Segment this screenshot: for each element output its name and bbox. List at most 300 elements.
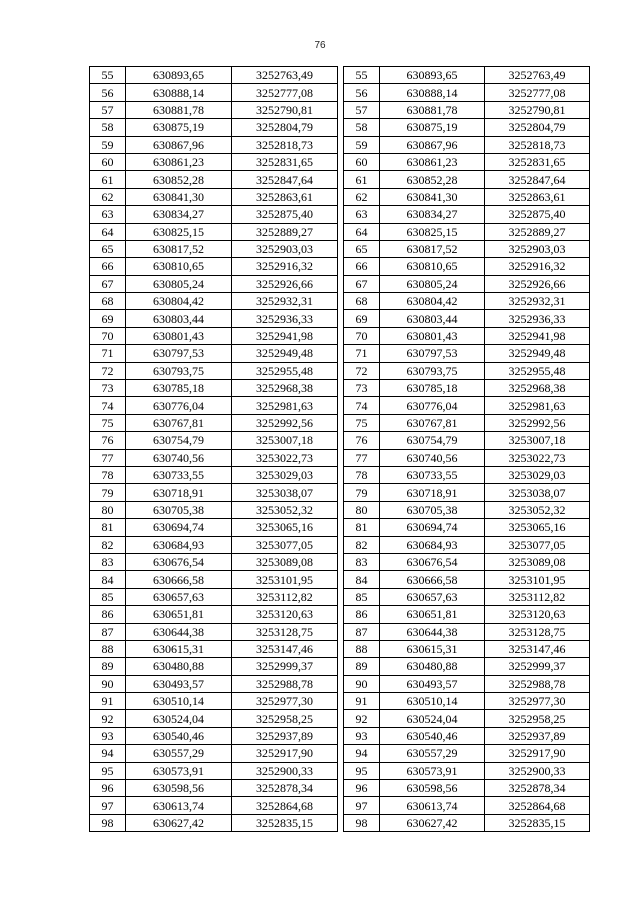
table-row — [344, 675, 590, 692]
table-row — [344, 171, 590, 188]
table-row — [90, 119, 338, 136]
y-coordinate-cell: 3252804,79 — [232, 119, 338, 136]
x-coordinate-cell: 630805,24 — [126, 275, 232, 292]
table-row — [90, 623, 338, 640]
table-row — [344, 553, 590, 570]
point-number-cell: 66 — [344, 258, 380, 275]
point-number-cell: 96 — [90, 780, 126, 797]
table-row — [344, 449, 590, 466]
x-coordinate-cell: 630740,56 — [126, 449, 232, 466]
y-coordinate-cell: 3252916,32 — [485, 258, 590, 275]
x-coordinate-cell: 630684,93 — [126, 536, 232, 553]
table-row — [90, 501, 338, 518]
x-coordinate-cell: 630651,81 — [380, 606, 485, 623]
y-coordinate-cell: 3252932,31 — [232, 293, 338, 310]
table-row — [90, 693, 338, 710]
y-coordinate-cell: 3252917,90 — [232, 745, 338, 762]
x-coordinate-cell: 630785,18 — [126, 380, 232, 397]
x-coordinate-cell: 630875,19 — [126, 119, 232, 136]
point-number-cell: 88 — [344, 640, 380, 657]
point-number-cell: 93 — [90, 727, 126, 744]
y-coordinate-cell: 3253022,73 — [232, 449, 338, 466]
point-number-cell: 97 — [344, 797, 380, 814]
y-coordinate-cell: 3252955,48 — [485, 362, 590, 379]
x-coordinate-cell: 630888,14 — [126, 84, 232, 101]
table-row — [90, 101, 338, 118]
table-row — [344, 640, 590, 657]
table-row — [344, 414, 590, 431]
point-number-cell: 58 — [90, 119, 126, 136]
table-row — [90, 414, 338, 431]
x-coordinate-cell: 630705,38 — [126, 501, 232, 518]
x-coordinate-cell: 630615,31 — [126, 640, 232, 657]
point-number-cell: 90 — [344, 675, 380, 692]
y-coordinate-cell: 3252863,61 — [485, 188, 590, 205]
table-row — [90, 327, 338, 344]
x-coordinate-cell: 630810,65 — [380, 258, 485, 275]
table-row — [344, 484, 590, 501]
x-coordinate-cell: 630733,55 — [126, 466, 232, 483]
point-number-cell: 91 — [90, 693, 126, 710]
table-row — [344, 258, 590, 275]
table-row — [90, 658, 338, 675]
point-number-cell: 77 — [90, 449, 126, 466]
table-row — [90, 606, 338, 623]
y-coordinate-cell: 3253052,32 — [232, 501, 338, 518]
y-coordinate-cell: 3252936,33 — [485, 310, 590, 327]
x-coordinate-cell: 630801,43 — [126, 327, 232, 344]
y-coordinate-cell: 3252992,56 — [485, 414, 590, 431]
point-number-cell: 61 — [344, 171, 380, 188]
table-row — [344, 432, 590, 449]
point-number-cell: 72 — [344, 362, 380, 379]
table-row — [344, 362, 590, 379]
point-number-cell: 79 — [344, 484, 380, 501]
y-coordinate-cell: 3252958,25 — [485, 710, 590, 727]
point-number-cell: 87 — [344, 623, 380, 640]
point-number-cell: 68 — [90, 293, 126, 310]
point-number-cell: 63 — [90, 206, 126, 223]
y-coordinate-cell: 3252926,66 — [485, 275, 590, 292]
y-coordinate-cell: 3253128,75 — [232, 623, 338, 640]
table-row — [90, 745, 338, 762]
x-coordinate-cell: 630834,27 — [380, 206, 485, 223]
point-number-cell: 59 — [344, 136, 380, 153]
y-coordinate-cell: 3253038,07 — [232, 484, 338, 501]
x-coordinate-cell: 630733,55 — [380, 466, 485, 483]
point-number-cell: 98 — [344, 814, 380, 831]
y-coordinate-cell: 3252968,38 — [232, 380, 338, 397]
table-row — [90, 153, 338, 170]
y-coordinate-cell: 3253101,95 — [232, 571, 338, 588]
point-number-cell: 55 — [344, 67, 380, 84]
y-coordinate-cell: 3252949,48 — [232, 345, 338, 362]
point-number-cell: 73 — [90, 380, 126, 397]
point-number-cell: 56 — [344, 84, 380, 101]
table-row — [90, 553, 338, 570]
y-coordinate-cell: 3252981,63 — [232, 397, 338, 414]
table-row — [344, 727, 590, 744]
table-row — [344, 519, 590, 536]
point-number-cell: 84 — [344, 571, 380, 588]
table-row — [90, 67, 338, 84]
x-coordinate-cell: 630810,65 — [126, 258, 232, 275]
point-number-cell: 76 — [344, 432, 380, 449]
table-row — [344, 275, 590, 292]
coordinates-table-left — [89, 66, 338, 832]
y-coordinate-cell: 3252977,30 — [232, 693, 338, 710]
table-row — [344, 780, 590, 797]
point-number-cell: 92 — [90, 710, 126, 727]
point-number-cell: 80 — [90, 501, 126, 518]
x-coordinate-cell: 630493,57 — [380, 675, 485, 692]
x-coordinate-cell: 630510,14 — [380, 693, 485, 710]
table-row — [344, 119, 590, 136]
point-number-cell: 85 — [90, 588, 126, 605]
table-row — [344, 588, 590, 605]
x-coordinate-cell: 630524,04 — [126, 710, 232, 727]
y-coordinate-cell: 3252941,98 — [232, 327, 338, 344]
point-number-cell: 67 — [344, 275, 380, 292]
table-row — [344, 67, 590, 84]
point-number-cell: 96 — [344, 780, 380, 797]
table-row — [344, 293, 590, 310]
y-coordinate-cell: 3252903,03 — [485, 240, 590, 257]
y-coordinate-cell: 3252937,89 — [485, 727, 590, 744]
y-coordinate-cell: 3253038,07 — [485, 484, 590, 501]
point-number-cell: 78 — [344, 466, 380, 483]
table-row — [90, 571, 338, 588]
table-row — [90, 362, 338, 379]
x-coordinate-cell: 630793,75 — [380, 362, 485, 379]
y-coordinate-cell: 3252917,90 — [485, 745, 590, 762]
y-coordinate-cell: 3252889,27 — [485, 223, 590, 240]
point-number-cell: 56 — [90, 84, 126, 101]
point-number-cell: 75 — [344, 414, 380, 431]
y-coordinate-cell: 3253077,05 — [232, 536, 338, 553]
y-coordinate-cell: 3253089,08 — [485, 553, 590, 570]
table-row — [90, 519, 338, 536]
x-coordinate-cell: 630881,78 — [380, 101, 485, 118]
x-coordinate-cell: 630817,52 — [380, 240, 485, 257]
x-coordinate-cell: 630676,54 — [126, 553, 232, 570]
table-row — [344, 188, 590, 205]
x-coordinate-cell: 630627,42 — [380, 814, 485, 831]
x-coordinate-cell: 630893,65 — [380, 67, 485, 84]
table-row — [344, 240, 590, 257]
point-number-cell: 67 — [90, 275, 126, 292]
y-coordinate-cell: 3252992,56 — [232, 414, 338, 431]
point-number-cell: 92 — [344, 710, 380, 727]
point-number-cell: 95 — [90, 762, 126, 779]
x-coordinate-cell: 630740,56 — [380, 449, 485, 466]
y-coordinate-cell: 3252941,98 — [485, 327, 590, 344]
point-number-cell: 86 — [344, 606, 380, 623]
point-number-cell: 83 — [90, 553, 126, 570]
x-coordinate-cell: 630598,56 — [126, 780, 232, 797]
x-coordinate-cell: 630644,38 — [380, 623, 485, 640]
x-coordinate-cell: 630627,42 — [126, 814, 232, 831]
point-number-cell: 94 — [344, 745, 380, 762]
table-row — [344, 623, 590, 640]
y-coordinate-cell: 3252916,32 — [232, 258, 338, 275]
x-coordinate-cell: 630676,54 — [380, 553, 485, 570]
point-number-cell: 90 — [90, 675, 126, 692]
y-coordinate-cell: 3252878,34 — [232, 780, 338, 797]
table-row — [344, 571, 590, 588]
y-coordinate-cell: 3252777,08 — [232, 84, 338, 101]
x-coordinate-cell: 630644,38 — [126, 623, 232, 640]
coordinates-table-right-body — [344, 67, 590, 832]
table-row — [90, 640, 338, 657]
y-coordinate-cell: 3252875,40 — [485, 206, 590, 223]
x-coordinate-cell: 630657,63 — [380, 588, 485, 605]
page-number: 76 — [314, 40, 326, 51]
y-coordinate-cell: 3253029,03 — [485, 466, 590, 483]
x-coordinate-cell: 630694,74 — [380, 519, 485, 536]
x-coordinate-cell: 630797,53 — [380, 345, 485, 362]
x-coordinate-cell: 630694,74 — [126, 519, 232, 536]
point-number-cell: 59 — [90, 136, 126, 153]
point-number-cell: 86 — [90, 606, 126, 623]
point-number-cell: 87 — [90, 623, 126, 640]
x-coordinate-cell: 630817,52 — [126, 240, 232, 257]
x-coordinate-cell: 630852,28 — [126, 171, 232, 188]
x-coordinate-cell: 630797,53 — [126, 345, 232, 362]
x-coordinate-cell: 630754,79 — [380, 432, 485, 449]
y-coordinate-cell: 3252968,38 — [485, 380, 590, 397]
y-coordinate-cell: 3253065,16 — [232, 519, 338, 536]
x-coordinate-cell: 630540,46 — [380, 727, 485, 744]
point-number-cell: 69 — [344, 310, 380, 327]
x-coordinate-cell: 630893,65 — [126, 67, 232, 84]
y-coordinate-cell: 3253029,03 — [232, 466, 338, 483]
table-row — [344, 710, 590, 727]
x-coordinate-cell: 630573,91 — [126, 762, 232, 779]
x-coordinate-cell: 630804,42 — [380, 293, 485, 310]
x-coordinate-cell: 630793,75 — [126, 362, 232, 379]
x-coordinate-cell: 630557,29 — [126, 745, 232, 762]
y-coordinate-cell: 3252900,33 — [232, 762, 338, 779]
point-number-cell: 55 — [90, 67, 126, 84]
table-row — [344, 693, 590, 710]
point-number-cell: 80 — [344, 501, 380, 518]
y-coordinate-cell: 3252864,68 — [485, 797, 590, 814]
x-coordinate-cell: 630803,44 — [126, 310, 232, 327]
point-number-cell: 64 — [90, 223, 126, 240]
point-number-cell: 64 — [344, 223, 380, 240]
y-coordinate-cell: 3253120,63 — [232, 606, 338, 623]
table-row — [90, 188, 338, 205]
y-coordinate-cell: 3252999,37 — [485, 658, 590, 675]
point-number-cell: 73 — [344, 380, 380, 397]
point-number-cell: 74 — [90, 397, 126, 414]
point-number-cell: 97 — [90, 797, 126, 814]
y-coordinate-cell: 3252831,65 — [485, 153, 590, 170]
table-row — [344, 745, 590, 762]
point-number-cell: 82 — [344, 536, 380, 553]
y-coordinate-cell: 3253089,08 — [232, 553, 338, 570]
y-coordinate-cell: 3252835,15 — [485, 814, 590, 831]
y-coordinate-cell: 3253120,63 — [485, 606, 590, 623]
table-row — [90, 727, 338, 744]
point-number-cell: 82 — [90, 536, 126, 553]
x-coordinate-cell: 630825,15 — [126, 223, 232, 240]
x-coordinate-cell: 630718,91 — [126, 484, 232, 501]
point-number-cell: 58 — [344, 119, 380, 136]
point-number-cell: 79 — [90, 484, 126, 501]
table-row — [90, 240, 338, 257]
point-number-cell: 57 — [90, 101, 126, 118]
table-row — [344, 501, 590, 518]
y-coordinate-cell: 3253007,18 — [485, 432, 590, 449]
point-number-cell: 75 — [90, 414, 126, 431]
table-row — [344, 223, 590, 240]
y-coordinate-cell: 3252763,49 — [485, 67, 590, 84]
table-row — [344, 84, 590, 101]
table-row — [90, 345, 338, 362]
y-coordinate-cell: 3252903,03 — [232, 240, 338, 257]
table-row — [90, 536, 338, 553]
table-row — [344, 814, 590, 831]
table-row — [344, 797, 590, 814]
point-number-cell: 94 — [90, 745, 126, 762]
y-coordinate-cell: 3253147,46 — [232, 640, 338, 657]
point-number-cell: 78 — [90, 466, 126, 483]
y-coordinate-cell: 3252864,68 — [232, 797, 338, 814]
y-coordinate-cell: 3253101,95 — [485, 571, 590, 588]
point-number-cell: 84 — [90, 571, 126, 588]
x-coordinate-cell: 630510,14 — [126, 693, 232, 710]
point-number-cell: 81 — [344, 519, 380, 536]
table-row — [90, 797, 338, 814]
x-coordinate-cell: 630801,43 — [380, 327, 485, 344]
point-number-cell: 65 — [90, 240, 126, 257]
x-coordinate-cell: 630666,58 — [126, 571, 232, 588]
x-coordinate-cell: 630613,74 — [380, 797, 485, 814]
point-number-cell: 60 — [344, 153, 380, 170]
point-number-cell: 93 — [344, 727, 380, 744]
table-row — [344, 153, 590, 170]
x-coordinate-cell: 630767,81 — [380, 414, 485, 431]
point-number-cell: 95 — [344, 762, 380, 779]
table-row — [344, 327, 590, 344]
y-coordinate-cell: 3252878,34 — [485, 780, 590, 797]
table-row — [90, 675, 338, 692]
table-row — [344, 310, 590, 327]
x-coordinate-cell: 630805,24 — [380, 275, 485, 292]
x-coordinate-cell: 630861,23 — [380, 153, 485, 170]
point-number-cell: 65 — [344, 240, 380, 257]
y-coordinate-cell: 3252847,64 — [232, 171, 338, 188]
table-row — [344, 380, 590, 397]
point-number-cell: 62 — [344, 188, 380, 205]
table-row — [90, 293, 338, 310]
table-row — [344, 762, 590, 779]
point-number-cell: 62 — [90, 188, 126, 205]
table-row — [90, 206, 338, 223]
point-number-cell: 85 — [344, 588, 380, 605]
x-coordinate-cell: 630776,04 — [380, 397, 485, 414]
x-coordinate-cell: 630867,96 — [126, 136, 232, 153]
y-coordinate-cell: 3253007,18 — [232, 432, 338, 449]
x-coordinate-cell: 630776,04 — [126, 397, 232, 414]
x-coordinate-cell: 630875,19 — [380, 119, 485, 136]
x-coordinate-cell: 630804,42 — [126, 293, 232, 310]
x-coordinate-cell: 630651,81 — [126, 606, 232, 623]
y-coordinate-cell: 3252831,65 — [232, 153, 338, 170]
x-coordinate-cell: 630767,81 — [126, 414, 232, 431]
point-number-cell: 72 — [90, 362, 126, 379]
table-row — [90, 171, 338, 188]
y-coordinate-cell: 3252958,25 — [232, 710, 338, 727]
x-coordinate-cell: 630861,23 — [126, 153, 232, 170]
table-row — [90, 710, 338, 727]
x-coordinate-cell: 630480,88 — [126, 658, 232, 675]
y-coordinate-cell: 3252763,49 — [232, 67, 338, 84]
table-row — [344, 206, 590, 223]
table-row — [90, 380, 338, 397]
coordinates-table-right — [343, 66, 590, 832]
y-coordinate-cell: 3252889,27 — [232, 223, 338, 240]
table-row — [344, 606, 590, 623]
y-coordinate-cell: 3252818,73 — [232, 136, 338, 153]
x-coordinate-cell: 630881,78 — [126, 101, 232, 118]
table-row — [344, 345, 590, 362]
table-row — [344, 536, 590, 553]
y-coordinate-cell: 3252818,73 — [485, 136, 590, 153]
x-coordinate-cell: 630615,31 — [380, 640, 485, 657]
x-coordinate-cell: 630803,44 — [380, 310, 485, 327]
table-row — [90, 449, 338, 466]
table-row — [90, 136, 338, 153]
y-coordinate-cell: 3252932,31 — [485, 293, 590, 310]
x-coordinate-cell: 630573,91 — [380, 762, 485, 779]
y-coordinate-cell: 3252999,37 — [232, 658, 338, 675]
x-coordinate-cell: 630825,15 — [380, 223, 485, 240]
table-row — [90, 588, 338, 605]
point-number-cell: 89 — [90, 658, 126, 675]
table-row — [344, 397, 590, 414]
point-number-cell: 77 — [344, 449, 380, 466]
y-coordinate-cell: 3252936,33 — [232, 310, 338, 327]
point-number-cell: 74 — [344, 397, 380, 414]
point-number-cell: 66 — [90, 258, 126, 275]
point-number-cell: 88 — [90, 640, 126, 657]
x-coordinate-cell: 630613,74 — [126, 797, 232, 814]
point-number-cell: 98 — [90, 814, 126, 831]
x-coordinate-cell: 630480,88 — [380, 658, 485, 675]
coordinates-table-left-body — [90, 67, 338, 832]
point-number-cell: 68 — [344, 293, 380, 310]
y-coordinate-cell: 3252777,08 — [485, 84, 590, 101]
table-row — [344, 101, 590, 118]
x-coordinate-cell: 630867,96 — [380, 136, 485, 153]
y-coordinate-cell: 3253147,46 — [485, 640, 590, 657]
y-coordinate-cell: 3253128,75 — [485, 623, 590, 640]
point-number-cell: 81 — [90, 519, 126, 536]
point-number-cell: 69 — [90, 310, 126, 327]
x-coordinate-cell: 630557,29 — [380, 745, 485, 762]
point-number-cell: 91 — [344, 693, 380, 710]
table-row — [90, 814, 338, 831]
table-row — [344, 136, 590, 153]
table-row — [344, 466, 590, 483]
x-coordinate-cell: 630524,04 — [380, 710, 485, 727]
y-coordinate-cell: 3253065,16 — [485, 519, 590, 536]
x-coordinate-cell: 630493,57 — [126, 675, 232, 692]
y-coordinate-cell: 3252988,78 — [485, 675, 590, 692]
